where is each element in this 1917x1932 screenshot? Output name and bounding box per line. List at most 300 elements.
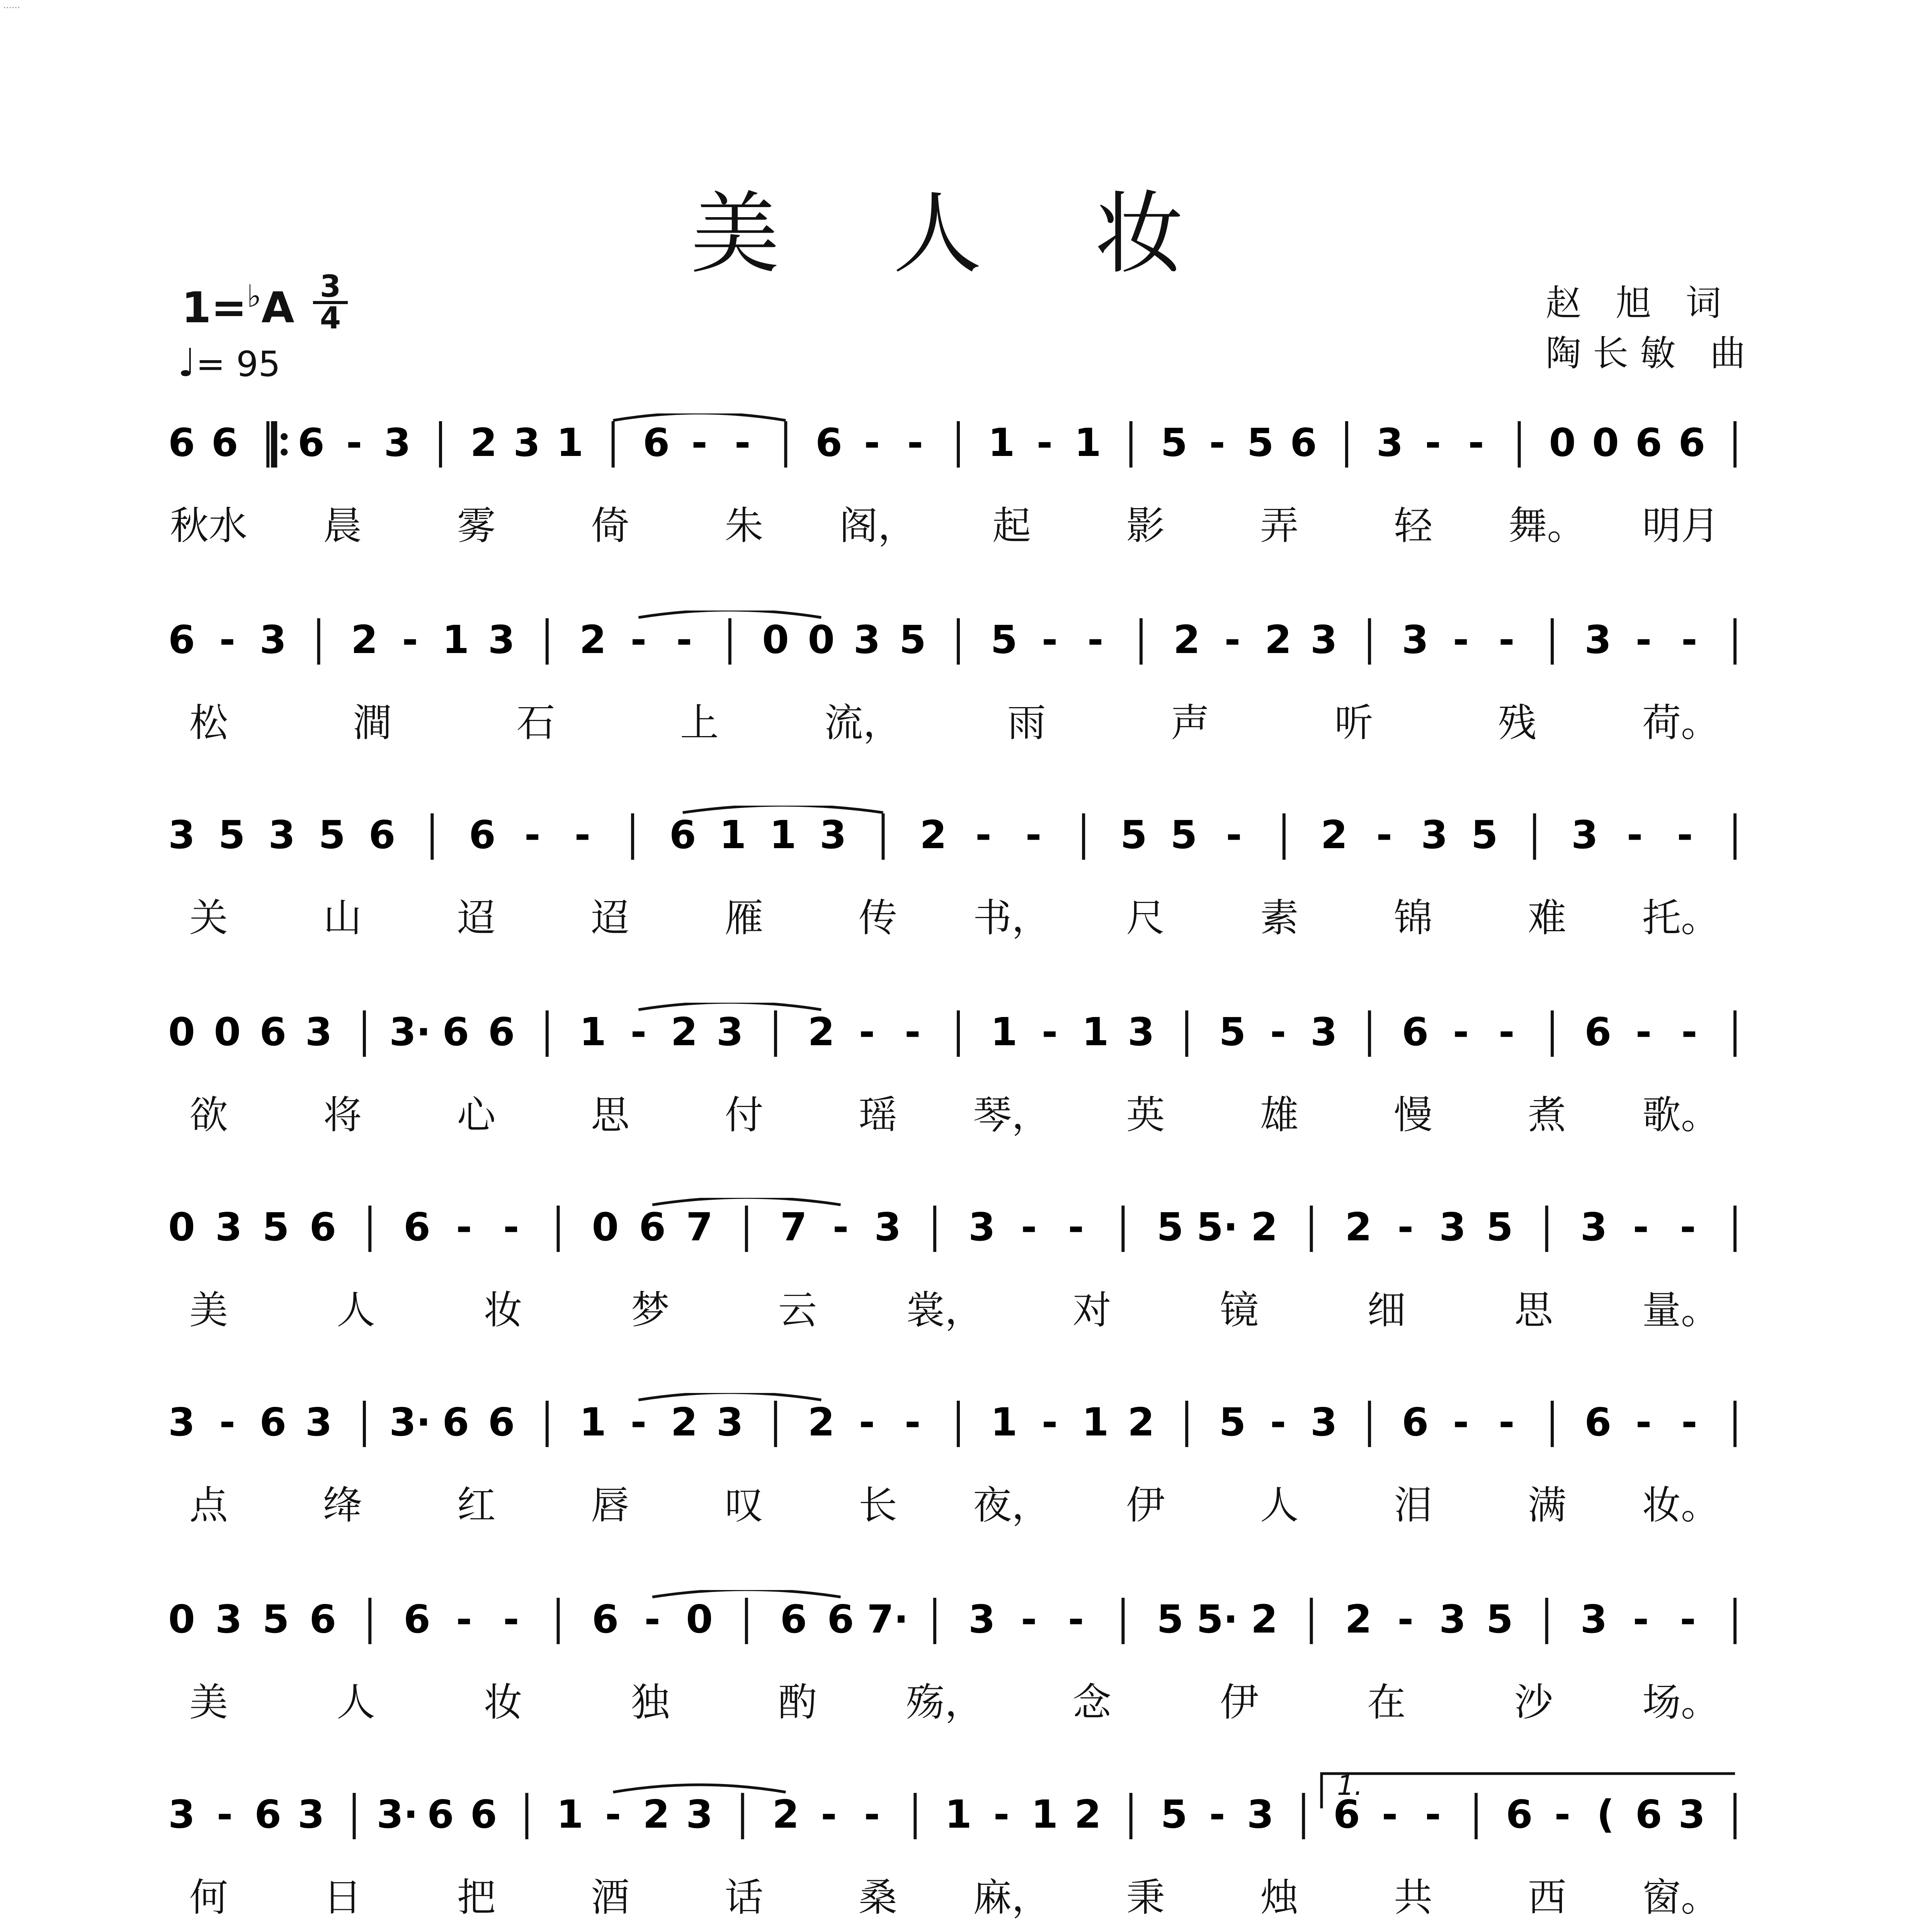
lyric-syllable: 人: [337, 1680, 375, 1725]
dash-note: -: [1068, 1204, 1084, 1250]
note: 2: [808, 1400, 835, 1445]
lyric-syllable: 日: [323, 1875, 362, 1920]
lyric-syllable: 梦: [631, 1287, 670, 1333]
lyric-syllable: 场。: [1642, 1680, 1720, 1725]
lyrics-row: [0, 1866, 1917, 1920]
lyric-syllable: 美: [189, 1287, 228, 1333]
lyric-syllable: 烛: [1260, 1875, 1299, 1920]
note: 2: [351, 617, 378, 662]
lyric-syllable: 绛: [323, 1483, 362, 1528]
dash-note: -: [524, 812, 541, 857]
lyrics-row: [0, 495, 1917, 549]
lyric-syllable: 英: [1126, 1092, 1165, 1138]
quarter-note-icon: ♩: [178, 340, 196, 385]
note: 3: [1571, 812, 1598, 857]
lyric-syllable: 弄: [1260, 503, 1299, 548]
note: 5: [1471, 812, 1498, 857]
staff-row: [0, 806, 1917, 1007]
note: 3·: [389, 1009, 431, 1054]
lyric-syllable: 舞。: [1508, 503, 1586, 548]
note: 3: [1128, 1009, 1155, 1054]
note: 3: [168, 1400, 195, 1445]
dash-note: -: [1224, 617, 1241, 662]
dash-note: -: [1680, 1597, 1696, 1642]
note: 6: [259, 1009, 287, 1054]
lyric-syllable: 书，: [973, 895, 1051, 940]
note: 2: [1345, 1204, 1372, 1250]
note: 5·: [1196, 1597, 1238, 1642]
lyrics-row: [0, 1474, 1917, 1528]
lyrics-row: [0, 887, 1917, 941]
lyric-syllable: 关: [189, 895, 228, 940]
note: 2: [670, 1009, 698, 1054]
note: 3: [1247, 1792, 1274, 1837]
note: 1: [988, 420, 1015, 465]
note: 2: [1264, 617, 1292, 662]
note: 5: [262, 1204, 289, 1250]
dash-note: -: [1397, 1204, 1414, 1250]
note: 0: [168, 1009, 195, 1054]
dash-note: -: [1025, 812, 1042, 857]
note: 3: [298, 1792, 325, 1837]
note: 5: [1157, 1204, 1184, 1250]
dash-note: -: [1626, 812, 1643, 857]
lyric-syllable: 声: [1171, 700, 1209, 745]
slur-arc: [638, 611, 821, 617]
dash-note: -: [574, 812, 591, 857]
note: 6: [1678, 420, 1706, 465]
slur-arc: [638, 1003, 821, 1010]
lyric-syllable: 妆: [484, 1680, 522, 1725]
lyric-syllable: 尺: [1126, 895, 1165, 940]
note: 2: [579, 617, 606, 662]
lyric-syllable: 裳，: [906, 1287, 983, 1333]
note: 6: [442, 1009, 469, 1054]
note: 1: [945, 1792, 972, 1837]
key-signature: [182, 278, 294, 332]
note: 2: [1320, 812, 1348, 857]
lyric-syllable: 雨: [1007, 700, 1046, 745]
note: 5: [318, 812, 345, 857]
note: 3: [874, 1204, 902, 1250]
note: 2: [920, 812, 947, 857]
note: 6: [639, 1204, 666, 1250]
dash-note: -: [1453, 617, 1469, 662]
note: 5: [899, 617, 926, 662]
note: 3: [686, 1792, 713, 1837]
note: 6: [298, 420, 325, 465]
lyric-syllable: 人: [337, 1287, 375, 1333]
lyric-syllable: 伊: [1220, 1680, 1259, 1725]
lyrics-row: [0, 1084, 1917, 1138]
note: 1: [579, 1400, 606, 1445]
note: 2: [643, 1792, 670, 1837]
note: (: [1597, 1792, 1614, 1837]
lyric-syllable: 影: [1126, 503, 1165, 548]
note: 3·: [376, 1792, 418, 1837]
lyric-syllable: 荷。: [1642, 700, 1720, 745]
note: 5: [1219, 1400, 1246, 1445]
lyric-syllable: 独: [631, 1680, 670, 1725]
note: 6: [1584, 1400, 1612, 1445]
lyric-syllable: 桑: [858, 1875, 897, 1920]
note: 6: [488, 1009, 515, 1054]
time-denominator: 4: [320, 301, 341, 336]
lyric-syllable: 瑶: [858, 1092, 897, 1138]
slur-arc: [613, 413, 786, 420]
dash-note: -: [832, 1204, 849, 1250]
note: 3: [168, 1792, 195, 1837]
note: 5: [1219, 1009, 1246, 1054]
lyric-syllable: 麻，: [973, 1875, 1051, 1920]
lyric-syllable: 山: [323, 895, 362, 940]
lyrics-row: [0, 1279, 1917, 1333]
note: 3: [305, 1400, 332, 1445]
note: 0: [686, 1597, 713, 1642]
dash-note: -: [975, 812, 992, 857]
note: 3: [1439, 1597, 1466, 1642]
tempo-text: = 95: [196, 344, 281, 384]
staff-row: [0, 1198, 1917, 1399]
slur-arc: [638, 1393, 821, 1400]
lyricist-credit: 赵 旭 词: [1546, 282, 1733, 324]
lyric-syllable: 松: [189, 700, 228, 745]
dash-note: -: [1041, 617, 1058, 662]
note: 3·: [389, 1400, 431, 1445]
note: 2: [1345, 1597, 1372, 1642]
lyric-syllable: 把: [457, 1875, 496, 1920]
lyric-syllable: 慢: [1394, 1092, 1433, 1138]
dash-note: -: [402, 617, 418, 662]
dash-note: -: [691, 420, 708, 465]
slur-arc: [652, 1198, 840, 1205]
note: 6: [1635, 420, 1662, 465]
note: 3: [168, 812, 195, 857]
dash-note: -: [859, 1400, 875, 1445]
lyric-syllable: 心: [457, 1092, 496, 1138]
note: 6: [1290, 420, 1317, 465]
lyric-syllable: 残: [1498, 700, 1537, 745]
note: 6: [669, 812, 696, 857]
lyric-syllable: 殇，: [906, 1680, 983, 1725]
note: 6: [643, 420, 670, 465]
lyric-syllable: 伊: [1126, 1483, 1165, 1528]
dash-note: -: [456, 1204, 472, 1250]
note: 3: [968, 1204, 995, 1250]
lyric-syllable: 迢: [591, 895, 630, 940]
lyric-syllable: 美: [189, 1680, 228, 1725]
dash-note: -: [993, 1792, 1010, 1837]
note: 2: [1128, 1400, 1155, 1445]
dash-note: -: [821, 1792, 837, 1837]
note: 1: [442, 617, 469, 662]
note: 5: [1486, 1597, 1513, 1642]
note: 2: [1251, 1204, 1278, 1250]
dash-note: -: [905, 1400, 921, 1445]
dash-note: -: [1635, 617, 1652, 662]
note: 6: [442, 1400, 469, 1445]
note: 5: [1486, 1204, 1513, 1250]
dash-note: -: [1270, 1009, 1286, 1054]
lyric-syllable: 雾: [457, 503, 496, 548]
header-tiny-text: ……: [3, 1, 20, 10]
note: 6: [403, 1204, 430, 1250]
note: 6: [427, 1792, 454, 1837]
note: 7: [686, 1204, 713, 1250]
lyric-syllable: 秉: [1126, 1875, 1165, 1920]
time-numerator: 3: [313, 272, 348, 304]
dash-note: -: [907, 420, 924, 465]
note: 3: [384, 420, 411, 465]
note: 2: [808, 1009, 835, 1054]
dash-note: -: [346, 420, 362, 465]
dash-note: -: [864, 1792, 880, 1837]
note: 1: [769, 812, 796, 857]
staff-row: [0, 413, 1917, 614]
lyric-syllable: 镜: [1220, 1287, 1259, 1333]
lyric-syllable: 石: [516, 700, 555, 745]
note: 6: [1635, 1792, 1662, 1837]
note: 0: [1549, 420, 1576, 465]
lyric-syllable: 将: [323, 1092, 362, 1138]
note: 0: [168, 1597, 195, 1642]
note: 6: [1584, 1009, 1612, 1054]
dash-note: -: [1681, 1009, 1698, 1054]
note: 0: [214, 1009, 241, 1054]
dash-note: -: [676, 617, 692, 662]
lyrics-row: [0, 1671, 1917, 1725]
dash-note: -: [216, 1792, 233, 1837]
lyric-syllable: 歌。: [1642, 1092, 1720, 1138]
dash-note: -: [1554, 1792, 1571, 1837]
page-title: 美 人 妆: [691, 183, 1226, 286]
staff-row: [0, 1590, 1917, 1791]
note: 2: [1251, 1597, 1278, 1642]
note: 1: [719, 812, 747, 857]
composer-credit: 陶长敏 曲: [1546, 333, 1757, 374]
credits: [1546, 278, 1757, 379]
key-tonic: A: [261, 283, 294, 332]
dash-note: -: [1226, 812, 1242, 857]
note: 5: [990, 617, 1018, 662]
dash-note: -: [734, 420, 751, 465]
lyric-syllable: 思: [591, 1092, 630, 1138]
note: 5: [1120, 812, 1147, 857]
lyric-syllable: 对: [1073, 1287, 1111, 1333]
note: 0: [762, 617, 789, 662]
dash-note: -: [1209, 1792, 1225, 1837]
note: 3: [1402, 617, 1429, 662]
lyric-syllable: 红: [457, 1483, 496, 1528]
note: 1: [556, 1792, 583, 1837]
note: 6: [368, 812, 396, 857]
note: 1: [990, 1400, 1018, 1445]
lyric-syllable: 欲: [189, 1092, 228, 1138]
dash-note: -: [1270, 1400, 1286, 1445]
note: 0: [168, 1204, 195, 1250]
note: 2: [1173, 617, 1200, 662]
note: 3: [716, 1009, 743, 1054]
note: 3: [215, 1597, 242, 1642]
note: 3: [259, 617, 287, 662]
lyric-syllable: 澗: [353, 700, 392, 745]
dash-note: -: [1381, 1792, 1398, 1837]
dash-note: -: [1677, 812, 1693, 857]
note: 1: [1074, 420, 1101, 465]
note: 3: [305, 1009, 332, 1054]
lyric-syllable: 满: [1527, 1483, 1567, 1528]
tempo-marking: [178, 340, 281, 385]
lyric-syllable: 迢: [457, 895, 496, 940]
note: 1: [990, 1009, 1018, 1054]
lyric-syllable: 雄: [1260, 1092, 1299, 1138]
dash-note: -: [1681, 1400, 1698, 1445]
dash-note: -: [1635, 1009, 1652, 1054]
note: 3: [1310, 617, 1337, 662]
note: 2: [1074, 1792, 1101, 1837]
note: 6: [1402, 1400, 1429, 1445]
lyric-syllable: 秋水: [170, 503, 247, 548]
note: 5: [1247, 420, 1274, 465]
note: 0: [808, 617, 835, 662]
dash-note: -: [1021, 1204, 1037, 1250]
staff-row: [0, 1003, 1917, 1204]
dash-note: -: [503, 1597, 519, 1642]
lyric-syllable: 雁: [725, 895, 764, 940]
barline: [268, 421, 287, 468]
staff-row: [0, 611, 1917, 811]
dash-note: -: [1680, 1204, 1696, 1250]
lyric-syllable: 流，: [824, 700, 902, 745]
lyric-syllable: 思: [1514, 1287, 1553, 1333]
note: 2: [772, 1792, 799, 1837]
staff-row: [0, 1770, 1917, 1932]
dash-note: -: [1041, 1400, 1058, 1445]
lyric-syllable: 托。: [1642, 895, 1720, 940]
lyric-syllable: 朱: [725, 503, 764, 548]
key-prefix: 1=: [182, 283, 247, 332]
dash-note: -: [630, 1009, 647, 1054]
note: 6: [309, 1204, 337, 1250]
time-signature: [313, 269, 348, 336]
note: 3: [513, 420, 541, 465]
note: 0: [1592, 420, 1619, 465]
dash-note: -: [1453, 1400, 1469, 1445]
lyric-syllable: 素: [1260, 895, 1299, 940]
note: 7·: [867, 1597, 909, 1642]
lyric-syllable: 酌: [778, 1680, 817, 1725]
note: 5: [1170, 812, 1197, 857]
lyric-syllable: 晨: [323, 503, 362, 548]
lyric-syllable: 点: [189, 1483, 228, 1528]
lyrics-row: [0, 692, 1917, 746]
dash-note: -: [1425, 1792, 1441, 1837]
note: 7: [780, 1204, 807, 1250]
dash-note: -: [456, 1597, 472, 1642]
flat-sign-icon: ♭: [247, 278, 262, 314]
lyric-syllable: 琴，: [973, 1092, 1051, 1138]
lyric-syllable: 话: [725, 1875, 764, 1920]
note: 3: [1678, 1792, 1706, 1837]
lyric-syllable: 传: [858, 895, 897, 940]
lyric-syllable: 沙: [1514, 1680, 1553, 1725]
dash-note: -: [644, 1597, 660, 1642]
note: 1: [1031, 1792, 1058, 1837]
dash-note: -: [1453, 1009, 1469, 1054]
note: 6: [1333, 1792, 1360, 1837]
note: 3: [268, 812, 296, 857]
note: 6: [254, 1792, 282, 1837]
note: 3: [1580, 1597, 1607, 1642]
lyric-syllable: 听: [1334, 700, 1373, 745]
note: 3: [1439, 1204, 1466, 1250]
lyric-syllable: 长: [858, 1483, 897, 1528]
note: 3: [1310, 1400, 1337, 1445]
dash-note: -: [1021, 1597, 1037, 1642]
lyric-syllable: 付: [725, 1092, 764, 1138]
note: 6: [470, 1792, 497, 1837]
note: 5: [262, 1597, 289, 1642]
note: 1: [579, 1009, 606, 1054]
note: 3: [215, 1204, 242, 1250]
dash-note: -: [605, 1792, 621, 1837]
note: 6: [1505, 1792, 1533, 1837]
lyric-syllable: 妆。: [1642, 1483, 1720, 1528]
note: 2: [470, 420, 497, 465]
note: 5·: [1196, 1204, 1238, 1250]
dash-note: -: [219, 1400, 235, 1445]
slur-arc: [652, 1590, 840, 1597]
lyric-syllable: 念: [1073, 1680, 1111, 1725]
dash-note: -: [1499, 617, 1515, 662]
note: 1: [556, 420, 583, 465]
lyric-syllable: 云: [778, 1287, 817, 1333]
note: 6: [403, 1597, 430, 1642]
slur-arc: [613, 1785, 786, 1792]
lyric-syllable: 叹: [725, 1483, 764, 1528]
dash-note: -: [1209, 420, 1225, 465]
lyric-syllable: 难: [1527, 895, 1567, 940]
note: 3: [968, 1597, 995, 1642]
lyric-syllable: 阁，: [839, 503, 917, 548]
dash-note: -: [1468, 420, 1484, 465]
dash-note: -: [1499, 1009, 1515, 1054]
note: 6: [168, 420, 195, 465]
lyric-syllable: 上: [680, 700, 719, 745]
dash-note: -: [1681, 617, 1698, 662]
note: 6: [168, 617, 195, 662]
note: 3: [1421, 812, 1448, 857]
note: 6: [488, 1400, 515, 1445]
note: 6: [309, 1597, 337, 1642]
lyric-syllable: 轻: [1394, 503, 1433, 548]
dash-note: -: [630, 617, 647, 662]
note: 6: [259, 1400, 287, 1445]
lyric-syllable: 何: [189, 1875, 228, 1920]
dash-note: -: [1068, 1597, 1084, 1642]
dash-note: -: [1376, 812, 1393, 857]
dash-note: -: [630, 1400, 647, 1445]
lyric-syllable: 量。: [1642, 1287, 1720, 1333]
slur-arc: [683, 806, 883, 813]
note: 5: [1157, 1597, 1184, 1642]
dash-note: -: [905, 1009, 921, 1054]
lyric-syllable: 泪: [1394, 1483, 1433, 1528]
lyric-syllable: 唇: [591, 1483, 630, 1528]
note: 6: [592, 1597, 619, 1642]
note: 0: [592, 1204, 619, 1250]
note: 3: [820, 812, 847, 857]
